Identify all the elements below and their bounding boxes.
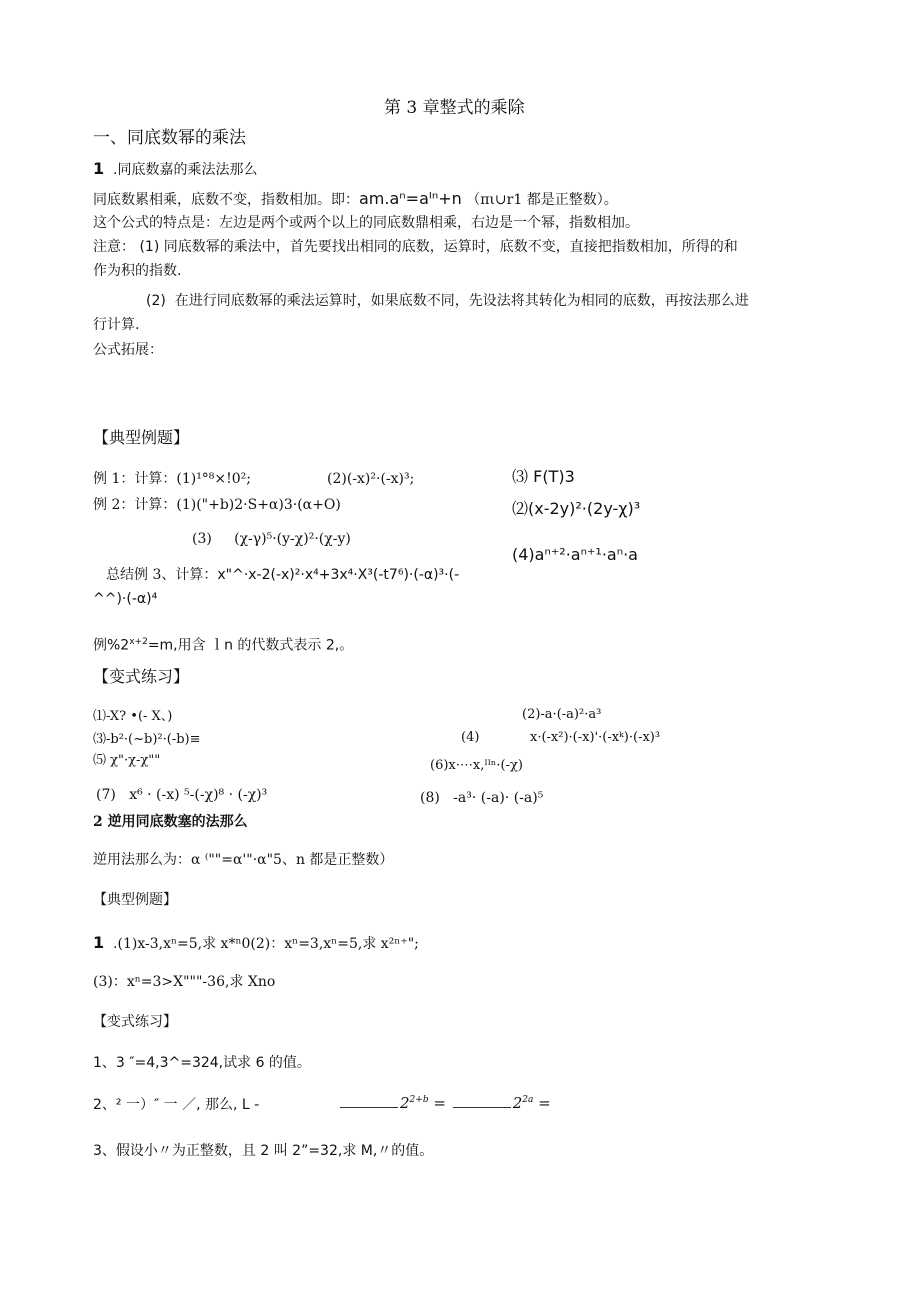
- variant-practice-heading: 【变式练习】: [93, 667, 190, 686]
- rule-paragraph: [93, 190, 618, 209]
- example-3: [106, 566, 459, 584]
- example-1-part-3: [512, 468, 575, 486]
- variant-item-1: ⑴-X? •(- X、): [93, 709, 173, 724]
- example-4-exponent: x+2: [129, 637, 148, 647]
- variant-item-7: [96, 786, 267, 804]
- example-2-label-text: 例 2：计算：: [93, 497, 177, 513]
- variant-item-4-number: (4): [461, 730, 480, 745]
- variant-item-8-number: (8): [420, 790, 440, 806]
- subsection-text: .同底数嘉的乘法法那么: [113, 162, 258, 178]
- example-3-expression-continued: ^^)·(-α)⁴: [93, 591, 158, 607]
- subsection-2-heading: 2 逆用同底数塞的法那么: [93, 814, 248, 830]
- example-2-part-2-text: (x-2y)²·(2y-χ)³: [528, 499, 641, 518]
- variant-item-7-text: x⁶ · (-x) ⁵-(-χ)⁸ · (-χ)³: [129, 787, 268, 803]
- equation-exponent-2: 2a: [522, 1095, 534, 1105]
- example-1-part-2: (2)(-x)²·(-x)³;: [327, 471, 415, 487]
- example-2-part-1: (1)("+b)2·S+α)3·(α+O): [176, 497, 341, 513]
- variant-item-5: ⑸ χ"·χ-χ"": [93, 753, 161, 768]
- example-2-part-3-number: (3): [192, 531, 212, 547]
- question-1: 1、3 ″=4,3^=324,试求 6 的值。: [93, 1055, 311, 1071]
- note-1-continued: 作为积的指数.: [93, 263, 182, 279]
- reverse-rule: 逆用法那么为：α ⁽""=α'"·α"5、n 都是正整数）: [93, 852, 394, 868]
- question-2-equation: [338, 1091, 551, 1112]
- typical-examples-heading: 【典型例题】: [93, 428, 190, 447]
- example-3-label: 总结例 3、计算：: [106, 567, 218, 583]
- variant-practice-heading-2: 【变式练习】: [93, 1014, 177, 1030]
- feature-paragraph: 这个公式的特点是：左边是两个或两个以上的同底数鼎相乘，右边是一个幂，指数相加。: [93, 215, 639, 231]
- example-3-expression: x"^·x-2(-x)²·x⁴+3x⁴·X³(-t7⁶)·(-α)³·(-: [217, 567, 460, 583]
- variant-item-3: ⑶-b²·(~b)²·(-b)≡: [93, 732, 201, 747]
- note-1-number: (1): [139, 239, 160, 255]
- example-4-text: =m,用含 ｌn 的代数式表示 2,。: [147, 637, 354, 654]
- example-2-part-4: (4)aⁿ⁺²·aⁿ⁺¹·aⁿ·a: [512, 545, 638, 564]
- typical-2-item-1: [93, 934, 419, 953]
- note-2-text: 在进行同底数幂的乘法运算时，如果底数不同，先设法将其转化为相同的底数，再按法那么进: [174, 293, 749, 309]
- variant-item-7-number: (7): [96, 787, 116, 803]
- question-2: [93, 1096, 259, 1114]
- typical-2-item-1-text: .(1)x-3,xⁿ=5,求 x*ⁿ0(2)：xⁿ=3,xⁿ=5,求 x²ⁿ⁺";: [113, 936, 419, 952]
- variant-item-4: x·(-x²)·(-x)'·(-xᵏ)·(-x)³: [530, 730, 661, 745]
- rule-condition: （πι∪r1 都是正整数）。: [466, 192, 618, 208]
- example-2-part-3: [192, 530, 351, 548]
- note-1-text: 同底数幂的乘法中，首先要找出相同的底数，运算时，底数不变，直接把指数相加，所得的和: [163, 239, 738, 255]
- example-2-part-3-text: (χ-γ)⁵·(y-χ)²·(χ-y): [234, 531, 351, 547]
- formula-extension-label: 公式拓展：: [93, 342, 163, 358]
- page-title: 第 3 章整式的乘除: [384, 98, 525, 118]
- example-2-part-2: [512, 500, 640, 518]
- equals-sign-1: =: [433, 1094, 446, 1112]
- note-2: [146, 292, 749, 310]
- note-label: 注意：: [93, 239, 135, 255]
- answer-blank-2[interactable]: [453, 1097, 511, 1108]
- question-3: 3、假设小〃为正整数，且 2 叫 2”=32,求 M,〃的值。: [93, 1143, 434, 1159]
- subsection-heading: [93, 160, 258, 179]
- typical-2-item-1-number: 1: [93, 933, 105, 952]
- example-1-label-text: 例 1：计算：: [93, 471, 177, 487]
- rule-formula: am.aⁿ=aᴵⁿ+n: [359, 189, 462, 208]
- example-1-part-3-text: F(T)3: [533, 467, 575, 486]
- equation-base-1: 2: [400, 1094, 410, 1112]
- question-2-text: 2、² 一）″ 一 ／, 那么, L -: [93, 1097, 260, 1113]
- example-1-label: [93, 470, 251, 488]
- section-heading: 一、同底数幂的乘法: [93, 128, 246, 148]
- typical-2-item-3: (3)：xⁿ=3>X"""-36,求 Xno: [93, 974, 276, 990]
- typical-examples-heading-2: 【典型例题】: [93, 892, 177, 908]
- rule-text: 同底数累相乘，底数不变，指数相加。即：: [93, 192, 359, 208]
- note-2-number: (2): [146, 293, 166, 309]
- note-2-continued: 行计算.: [93, 317, 140, 333]
- example-2-label: [93, 496, 341, 514]
- variant-item-6: (6)x·⋯x,ᴵᴵⁿ·(-χ): [430, 758, 523, 773]
- subsection-number: 1: [93, 159, 105, 178]
- variant-item-8-text: -a³· (-a)· (-a)⁵: [453, 790, 544, 806]
- answer-blank-1[interactable]: [340, 1097, 398, 1108]
- note-1: [93, 238, 738, 256]
- equation-base-2: 2: [512, 1094, 523, 1112]
- example-1-part-1: (1)¹°⁸×!0²;: [176, 471, 252, 487]
- variant-item-8: [420, 789, 543, 807]
- example-4: [93, 633, 353, 655]
- example-1-part-3-number: ⑶: [512, 467, 529, 486]
- variant-item-2: (2)-a·(-a)²·a³: [522, 707, 602, 722]
- equation-exponent-1: 2+b: [409, 1095, 429, 1105]
- equals-sign-2: =: [538, 1094, 551, 1112]
- example-4-label: 例%2: [93, 637, 130, 654]
- example-2-part-2-number: ⑵: [512, 499, 529, 518]
